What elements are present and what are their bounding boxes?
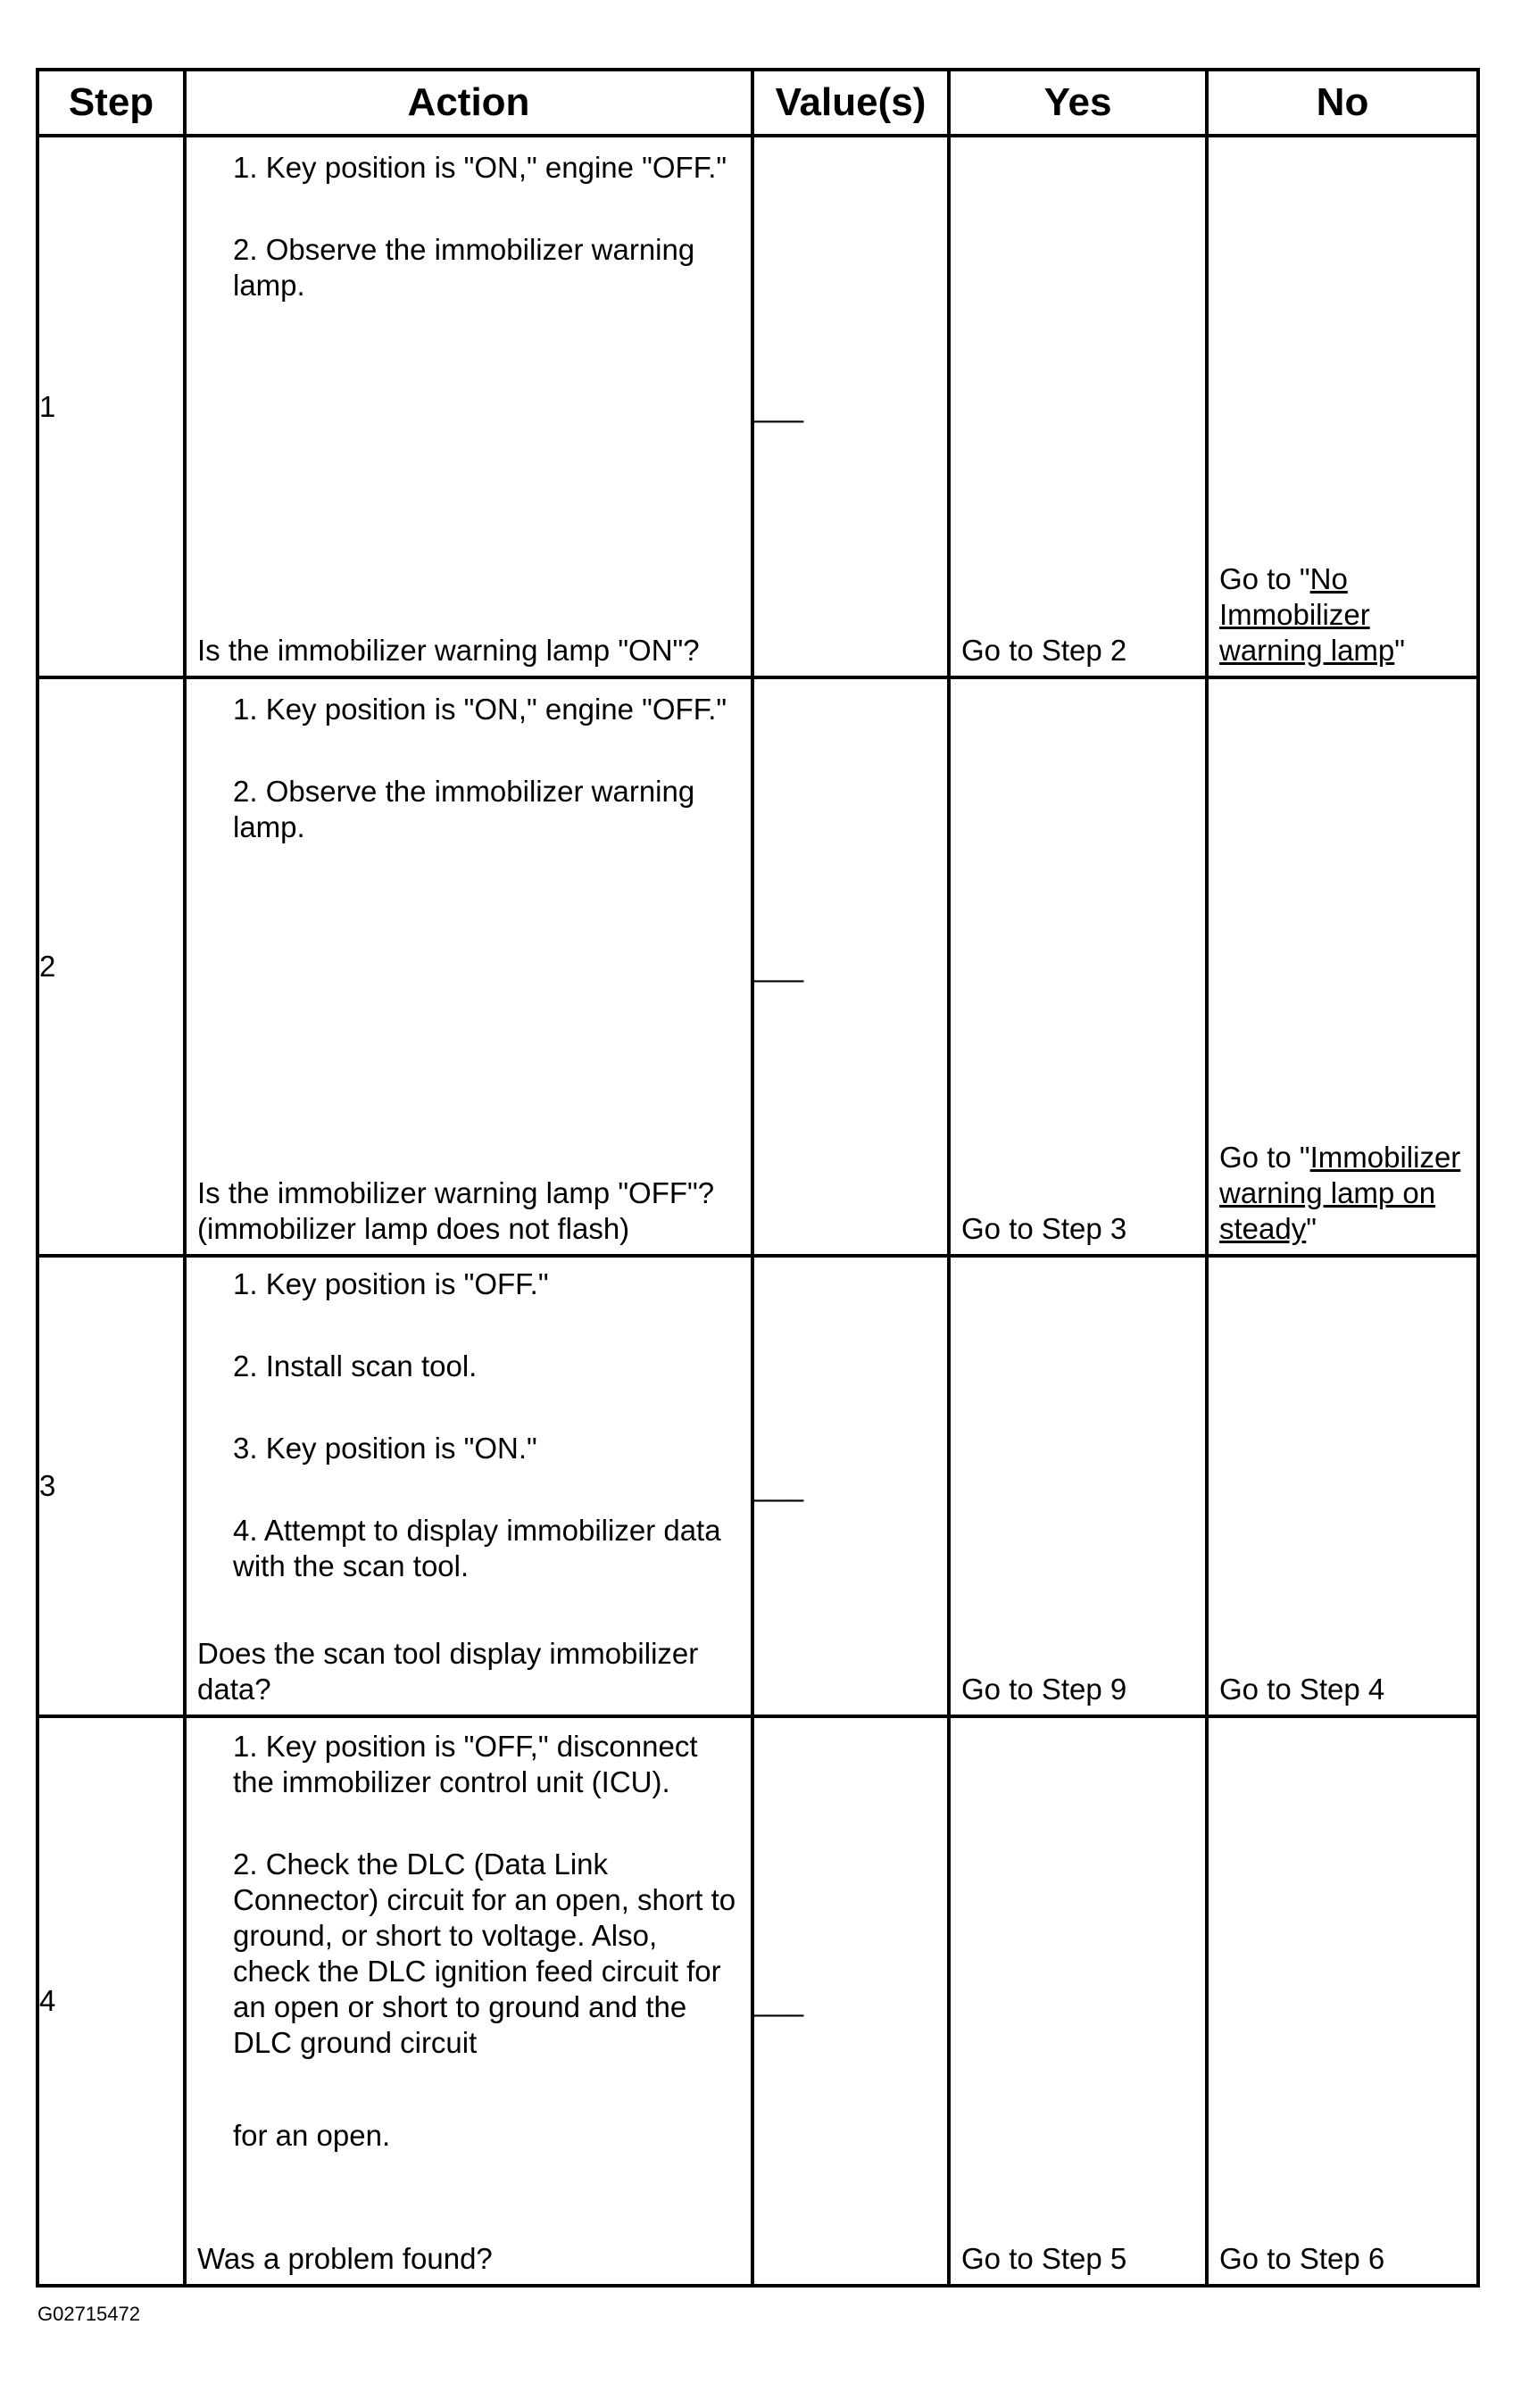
header-values: Value(s) [752,70,949,136]
no-result: Go to Step 6 [1219,2242,1385,2275]
immobilizer-lamp-on-steady-link[interactable]: Immobilizer warning lamp on steady [1219,1141,1461,1245]
yes-cell [949,1716,1207,2286]
header-no: No [1207,70,1478,136]
yes-result: Go to Step 2 [961,634,1127,667]
table-row [37,677,1478,1256]
no-result-prefix: Go to " [1219,562,1310,595]
header-row [37,70,1478,136]
action-item: 2. Check the DLC (Data Link Connector) circuit for an open, short to ground, or short to voltage. Also, check the DLC ignition feed circuit for an open or short to ground and the DLC ground circuit [233,1848,736,2059]
no-cell [1207,1716,1478,2286]
action-item: 2. Install scan tool. [233,1349,478,1383]
action-question: Was a problem found? [197,2242,493,2275]
header-yes: Yes [949,70,1207,136]
action-item: 1. Key position is "OFF," disconnect the immobilizer control unit (ICU). [233,1730,698,1798]
diagnostic-table [36,68,1480,2288]
action-question: Is the immobilizer warning lamp "ON"? [197,634,700,667]
step-number: 4 [37,1716,185,2286]
action-item: 3. Key position is "ON." [233,1432,537,1465]
yes-result: Go to Step 5 [961,2242,1127,2275]
no-immobilizer-warning-lamp-link[interactable]: No Immobilizer warning lamp [1219,562,1395,667]
action-question: Does the scan tool display immobilizer data? [197,1637,699,1706]
yes-result: Go to Step 9 [961,1673,1127,1706]
step-number: 3 [37,1256,185,1716]
action-item: 2. Observe the immobilizer warning lamp. [233,233,695,302]
yes-cell [949,136,1207,677]
figure-code: G02715472 [37,2303,140,2325]
step-number: 1 [37,136,185,677]
action-cell [185,677,752,1256]
action-cell [185,1256,752,1716]
table-row [37,1256,1478,1716]
action-item: 4. Attempt to display immobilizer data with the scan tool. [233,1514,721,1582]
action-cell [185,136,752,677]
action-question: Is the immobilizer warning lamp "OFF"? (immobilizer lamp does not flash) [197,1176,715,1245]
yes-result: Go to Step 3 [961,1212,1127,1245]
value-cell: ___ [752,136,949,677]
yes-cell [949,1256,1207,1716]
action-item: 2. Observe the immobilizer warning lamp. [233,775,695,843]
value-cell: ___ [752,1716,949,2286]
yes-cell [949,677,1207,1256]
action-item: 1. Key position is "OFF." [233,1267,549,1300]
no-result-prefix: Go to " [1219,1141,1310,1174]
value-cell: ___ [752,1256,949,1716]
action-item: 1. Key position is "ON," engine "OFF." [233,151,727,184]
step-number: 2 [37,677,185,1256]
no-result: Go to Step 4 [1219,1673,1385,1706]
no-cell [1207,1256,1478,1716]
header-action: Action [185,70,752,136]
action-cell [185,1716,752,2286]
header-step: Step [37,70,185,136]
no-cell [1207,136,1478,677]
table-row [37,136,1478,677]
no-result-suffix: " [1394,634,1405,667]
no-result-suffix: " [1306,1212,1317,1245]
action-item: for an open. [233,2119,391,2152]
no-cell [1207,677,1478,1256]
action-item: 1. Key position is "ON," engine "OFF." [233,693,727,726]
value-cell: ___ [752,677,949,1256]
table-row [37,1716,1478,2286]
